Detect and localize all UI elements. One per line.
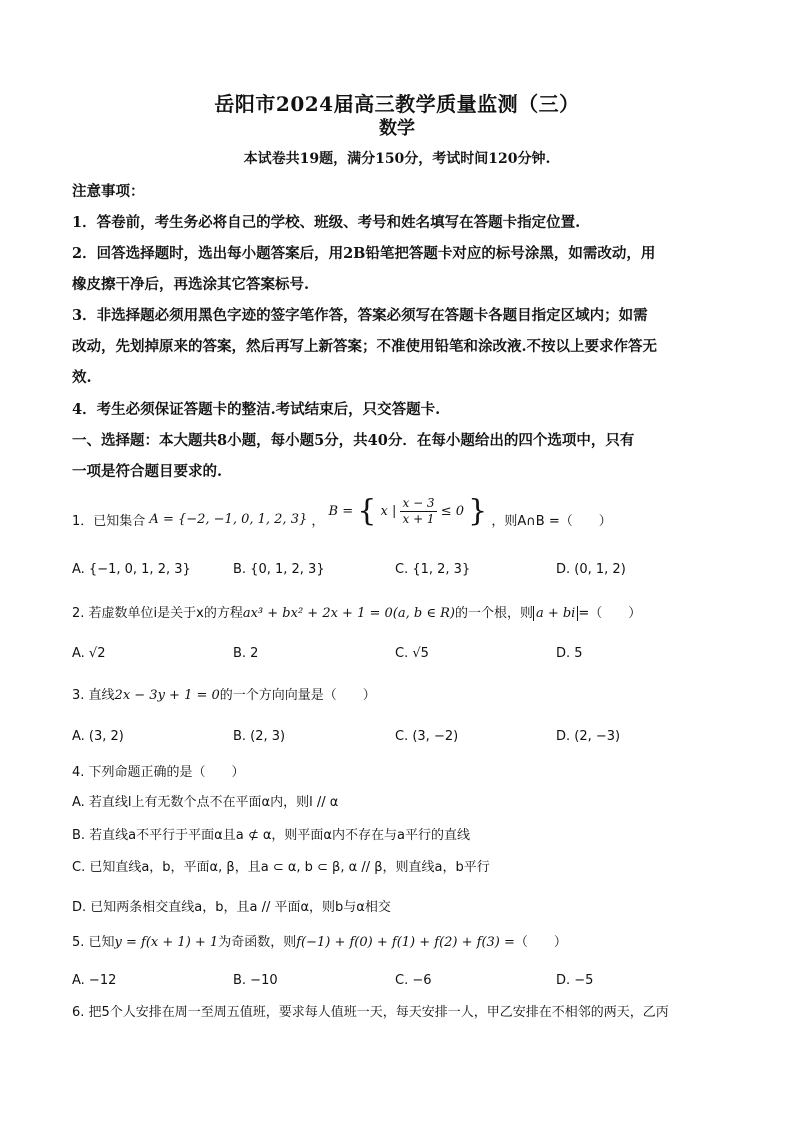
note-2-line-2: 橡皮擦干净后，再选涂其它答案标号. — [72, 276, 310, 293]
q1-set-b: B = { x | $\frac{x - 3}{x + 1}$ ≤ 0 } — [328, 493, 488, 529]
note-2-line-1: 2．回答选择题时，选出每小题答案后，用2B铅笔把答题卡对应的标号涂黑，如需改动，用 — [72, 245, 656, 262]
q1-fraction — [400, 496, 436, 527]
q1-comma: ， — [311, 514, 325, 529]
q1-option-b: B. {0, 1, 2, 3} — [233, 562, 325, 577]
q2-abs-value: a + bi — [535, 606, 576, 621]
q1-set-b-tail: ≤ 0 — [440, 504, 465, 519]
page-title: 岳阳市2024届高三教学质量监测（三） — [214, 92, 580, 116]
q3-equation: 2x − 3y + 1 = 0 — [114, 688, 220, 703]
q4-option-d: D. 已知两条相交直线a，b，且a // 平面α，则b与α相交 — [72, 900, 391, 915]
note-3-line-1: 3．非选择题必须用黑色字迹的签字笔作答，答案必须写在答题卡各题目指定区域内；如需 — [72, 307, 648, 324]
q4-option-a: A. 若直线l上有无数个点不在平面α内，则l // α — [72, 795, 339, 810]
note-3-line-3: 效. — [72, 369, 92, 386]
q5-equation-2: f(−1) + f(0) + f(1) + f(2) + f(3) = — [296, 935, 515, 950]
q5-option-a: A. −12 — [72, 973, 117, 988]
q1-option-a: A. {−1, 0, 1, 2, 3} — [72, 562, 191, 577]
q5-text-b: 为奇函数，则 — [218, 935, 297, 950]
q3-text-a: 3. 直线 — [72, 688, 115, 703]
exam-info: 本试卷共19题，满分150分，考试时间120分钟. — [243, 151, 551, 167]
q5-option-b: B. −10 — [233, 973, 278, 988]
q1-set-b-left: B = — [328, 504, 354, 519]
q2-text-a: 2. 若虚数单位i是关于x的方程 — [72, 606, 243, 621]
q1-set-b-var: x | — [380, 504, 397, 519]
q3-option-c: C. (3, −2) — [395, 729, 459, 744]
note-4: 4．考生必须保证答题卡的整洁.考试结束后，只交答题卡. — [72, 401, 441, 418]
q3-option-b: B. (2, 3) — [233, 729, 286, 744]
question-1 — [72, 493, 732, 532]
q5-option-c: C. −6 — [395, 973, 432, 988]
q1-suffix: ，则A∩B =（ ） — [491, 514, 612, 529]
q5-text-c: （ ） — [514, 935, 567, 950]
q5-text-a: 5. 已知 — [72, 935, 115, 950]
note-1: 1．答卷前，考生务必将自己的学校、班级、考号和姓名填写在答题卡指定位置. — [72, 214, 581, 231]
question-5 — [72, 933, 732, 953]
question-2 — [72, 604, 732, 624]
notes-heading: 注意事项： — [72, 183, 145, 200]
q5-option-d: D. −5 — [556, 973, 594, 988]
q1-option-c: C. {1, 2, 3} — [395, 562, 471, 577]
question-3 — [72, 686, 732, 706]
q2-option-a: A. √2 — [72, 646, 106, 661]
q3-text-b: 的一个方向向量是（ ） — [219, 688, 376, 703]
question-6: 6. 把5个人安排在周一至周五值班，要求每人值班一天，每天安排一人，甲乙安排在不相邻的两天，乙丙 — [72, 1005, 669, 1020]
q3-option-d: D. (2, −3) — [556, 729, 621, 744]
q2-abs-expression — [533, 606, 575, 621]
subject-title: 数学 — [379, 118, 415, 139]
section-heading-line-2: 一项是符合题目要求的. — [72, 463, 223, 480]
q2-option-d: D. 5 — [556, 646, 583, 661]
q3-option-a: A. (3, 2) — [72, 729, 124, 744]
q2-option-b: B. 2 — [233, 646, 259, 661]
q1-prefix: 1．已知集合 — [72, 514, 146, 529]
q1-fraction-numerator: x − 3 — [402, 496, 435, 510]
q2-equation: ax³ + bx² + 2x + 1 = 0(a, b ∈ R) — [242, 606, 455, 621]
q1-set-a: A = {−2, −1, 0, 1, 2, 3} — [149, 512, 308, 527]
q1-option-d: D. (0, 1, 2) — [556, 562, 626, 577]
q2-text-c: =（ ） — [578, 606, 642, 621]
q4-option-c: C. 已知直线a，b，平面α, β，且a ⊂ α, b ⊂ β, α // β，则直线a，b平行 — [72, 860, 490, 875]
q2-option-c: C. √5 — [395, 646, 429, 661]
q1-fraction-denominator: x + 1 — [402, 512, 435, 526]
question-4: 4. 下列命题正确的是（ ） — [72, 765, 245, 780]
q4-option-b: B. 若直线a不平行于平面α且a ⊄ α，则平面α内不存在与a平行的直线 — [72, 828, 470, 843]
note-3-line-2: 改动，先划掉原来的答案，然后再写上新答案；不准使用铅笔和涂改液.不按以上要求作答无 — [72, 338, 658, 355]
q2-text-b: 的一个根，则 — [454, 606, 533, 621]
section-heading-line-1: 一、选择题：本大题共8小题，每小题5分，共40分．在每小题给出的四个选项中，只有 — [72, 432, 635, 449]
q5-equation-1: y = f(x + 1) + 1 — [114, 935, 219, 950]
